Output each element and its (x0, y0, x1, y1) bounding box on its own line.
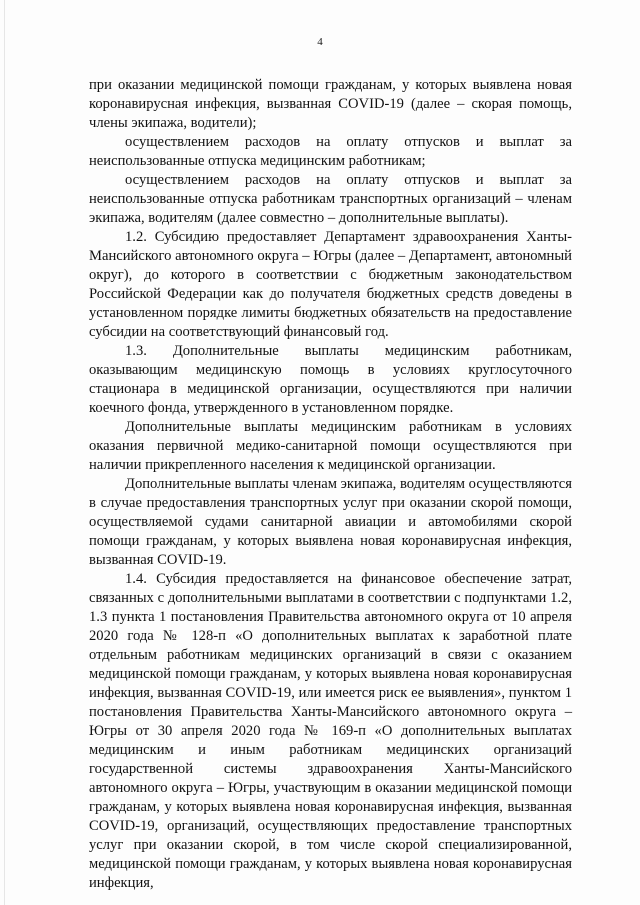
paragraph: Дополнительные выплаты членам экипажа, водителям осуществляются в случае предоставления транспортных услуг при оказании скорой помощи, осуществляемой судами санитарной авиации и автомобилями скорой помощи гражданам, у которых выявлена новая коронавирусная инфекция, вызванная COVID-19. (89, 476, 572, 568)
page-number: 4 (317, 36, 323, 48)
page-edge-line (4, 0, 5, 905)
paragraph: осуществлением расходов на оплату отпусков и выплат за неиспользованные отпуска медицинским работникам; (89, 134, 572, 169)
paragraph: при оказании медицинской помощи гражданам, у которых выявлена новая коронавирусная инфекция, вызванная COVID-19 (далее – скорая помощь, члены экипажа, водители); (89, 77, 572, 131)
paragraph: 1.4. Субсидия предоставляется на финансовое обеспечение затрат, связанных с дополнительными выплатами в соответствии с подпунктами 1.2, 1.3 пункта 1 постановления Правительства автономного округа от 10 апреля 2020 года № 128-п «О дополнительных выплатах к заработной плате отдельным работникам медицинских организаций в связи с оказанием медицинской помощи гражданам, у которых выявлена новая коронавирусная инфекция, вызванная COVID-19, или имеется риск ее выявления», пунктом 1 постановления Правительства Ханты-Мансийского автономного округа – Югры от 30 апреля 2020 года № 169-п «О дополнительных выплатах медицинским и иным работникам медицинских организаций государственной системы здравоохранения Ханты-Мансийского автономного округа – Югры, участвующим в оказании медицинской помощи гражданам, у которых выявлена новая коронавирусная инфекция, вызванная COVID-19, организаций, осуществляющих предоставление транспортных услуг при оказании скорой, в том числе скорой специализированной, медицинской помощи гражданам, у которых выявлена новая коронавирусная инфекция, (89, 571, 572, 891)
document-body (89, 76, 572, 893)
paragraph: 1.3. Дополнительные выплаты медицинским работникам, оказывающим медицинскую помощь в условиях круглосуточного стационара в медицинской организации, осуществляются при наличии коечного фонда, утвержденного в установленном порядке. (89, 343, 572, 416)
paragraph: осуществлением расходов на оплату отпусков и выплат за неиспользованные отпуска работникам транспортных организаций – членам экипажа, водителям (далее совместно – дополнительные выплаты). (89, 172, 572, 226)
paragraph: Дополнительные выплаты медицинским работникам в условиях оказания первичной медико-санитарной помощи осуществляются при наличии прикрепленного населения к медицинской организации. (89, 419, 572, 473)
paragraph: 1.2. Субсидию предоставляет Департамент здравоохранения Ханты-Мансийского автономного округа – Югры (далее – Департамент, автономный округ), до которого в соответствии с бюджетным законодательством Российской Федерации как до получателя бюджетных средств доведены в установленном порядке лимиты бюджетных обязательств на предоставление субсидии на соответствующий финансовый год. (89, 229, 572, 340)
